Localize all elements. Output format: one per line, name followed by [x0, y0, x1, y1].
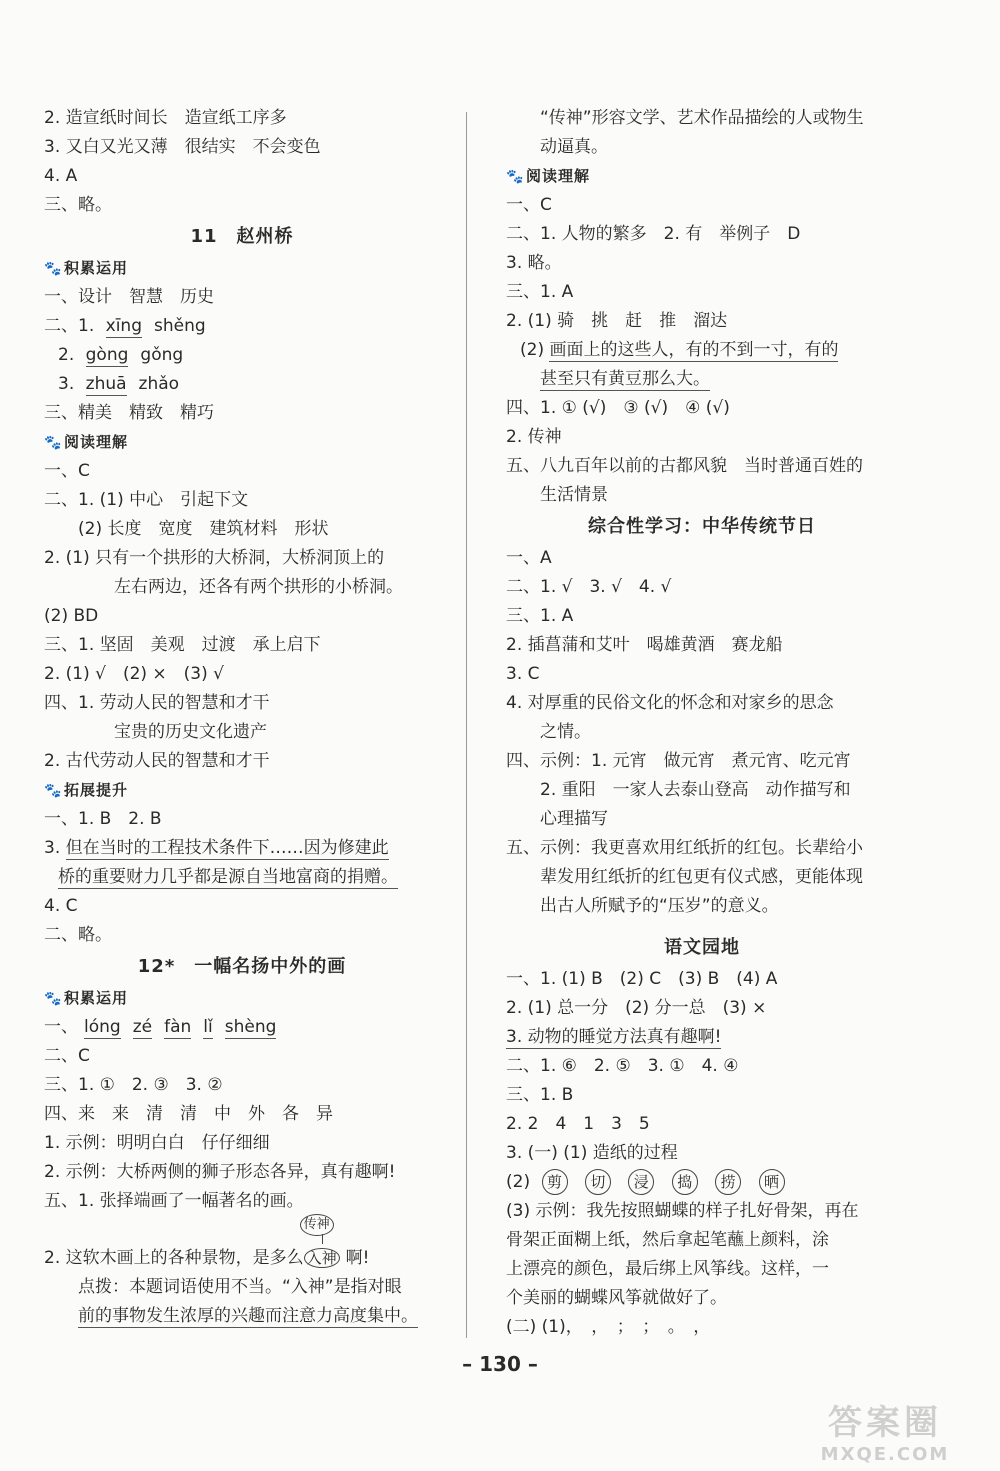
lesson-title: 综合性学习：中华传统节日 — [588, 516, 816, 537]
answer-line: 辈发用红纸折的红包更有仪式感，更能体现 — [540, 867, 863, 887]
answer-line: 二、略。 — [44, 925, 112, 945]
answer-line: 2. 造宣纸时间长 造宣纸工序多 — [44, 108, 287, 128]
paw-icon: 🐾 — [44, 435, 63, 451]
answer-line: 三、略。 — [44, 195, 112, 215]
answer-line: 个美丽的蝴蝶风筝就做好了。 — [506, 1288, 727, 1308]
answer-line: 之情。 — [540, 722, 591, 742]
answer-line: 五、八九百年以前的古都风貌 当时普通百姓的 — [506, 456, 863, 476]
answer-line: 动逼真。 — [540, 137, 608, 157]
answer-line: 4. A — [44, 166, 78, 186]
section-header: 🐾 拓展提升 — [44, 776, 440, 805]
answer-line: (2) 剪 切 浸 捣 捞 晒 — [506, 1168, 898, 1197]
paw-icon: 🐾 — [44, 991, 63, 1007]
answer-line: 2. 重阳 一家人去泰山登高 动作描写和 — [540, 780, 851, 800]
answer-line: 五、1. 张择端画了一幅著名的画。 — [44, 1191, 304, 1211]
answer-line: 一、设计 智慧 历史 — [44, 287, 214, 307]
circled-char: 捞 — [715, 1169, 741, 1195]
answer-line: 一、C — [44, 461, 90, 481]
answer-line: 3. (一) (1) 造纸的过程 — [506, 1143, 678, 1163]
answer-line: (2) BD — [44, 606, 99, 626]
answer-line: “传神”形容文学、艺术作品描绘的人或物生 — [540, 108, 864, 128]
answer-line: 1. 示例：明明白白 仔仔细细 — [44, 1133, 270, 1153]
answer-line: 2. (1) √ (2) × (3) √ — [44, 664, 224, 684]
answer-line: 一、A — [506, 548, 552, 568]
correction-mark: 传神 入神 — [304, 1244, 340, 1273]
answer-line: 出古人所赋予的“压岁”的意义。 — [540, 896, 779, 916]
answer-line: 三、1. A — [506, 282, 574, 302]
answer-line: 三、1. ① 2. ③ 3. ② — [44, 1075, 223, 1095]
answer-line: 二、C — [44, 1046, 90, 1066]
answer-line: 四、1. 劳动人民的智慧和才干 — [44, 693, 270, 713]
answer-line: 2. (1) 只有一个拱形的大桥洞，大桥洞顶上的 — [44, 548, 385, 568]
answer-line: 二、1. √ 3. √ 4. √ — [506, 577, 672, 597]
answer-line: (3) 示例：我先按照蝴蝶的样子扎好骨架，再在 — [506, 1201, 859, 1221]
answer-line: 2. 2 4 1 3 5 — [506, 1114, 650, 1134]
paw-icon: 🐾 — [506, 169, 525, 185]
answer-line: 2. (1) 总一分 (2) 分一总 (3) × — [506, 998, 767, 1018]
answer-line: 心理描写 — [540, 809, 608, 829]
answer-line: 宝贵的历史文化遗产 — [114, 722, 267, 742]
answer-line: 2. gòng gǒng — [58, 345, 184, 365]
section-header: 🐾 阅读理解 — [506, 162, 898, 191]
section-header: 🐾 积累运用 — [44, 984, 440, 1013]
answer-line: 一、C — [506, 195, 552, 215]
answer-line: 2. 传神 — [506, 427, 562, 447]
section-header: 🐾 阅读理解 — [44, 428, 440, 457]
answer-line: 上漂亮的颜色，最后绑上风筝线。这样，一 — [506, 1259, 829, 1279]
circled-char: 捣 — [672, 1169, 698, 1195]
answer-line: 3. 但在当时的工程技术条件下……因为修建此 — [44, 838, 389, 858]
column-divider — [466, 112, 467, 1338]
answer-line: 2. 示例：大桥两侧的狮子形态各异，真有趣啊! — [44, 1162, 396, 1182]
answer-line: 左右两边，还各有两个拱形的小桥洞。 — [114, 577, 403, 597]
paw-icon: 🐾 — [44, 783, 63, 799]
answer-line: 2. (1) 骑 挑 赶 推 溜达 — [506, 311, 728, 331]
answer-line: 一、1. (1) B (2) C (3) B (4) A — [506, 969, 778, 989]
answer-line: 三、精美 精致 精巧 — [44, 403, 214, 423]
answer-line: 二、1. (1) 中心 引起下文 — [44, 490, 249, 510]
circled-char: 浸 — [628, 1169, 654, 1195]
answer-line: 桥的重要财力几乎都是源自当地富商的捐赠。 — [58, 867, 398, 887]
answer-line: 五、示例：我更喜欢用红纸折的红包。长辈给小 — [506, 838, 863, 858]
answer-line: (二) (1)， ， ； ； 。 ， — [506, 1317, 711, 1337]
answer-line: 四、1. ① (√) ③ (√) ④ (√) — [506, 398, 730, 418]
answer-line: 2. 这软木画上的各种景物，是多么 传神 入神 啊! — [44, 1244, 440, 1273]
answer-line: 三、1. 坚固 美观 过渡 承上启下 — [44, 635, 321, 655]
answer-line: 点拨：本题词语使用不当。“入神”是指对眼 — [78, 1277, 402, 1297]
answer-line: 4. 对厚重的民俗文化的怀念和对家乡的思念 — [506, 693, 834, 713]
answer-line: 三、1. A — [506, 606, 574, 626]
lesson-title: 12* 一幅名扬中外的画 — [137, 956, 347, 977]
page-number: – 130 – — [462, 1352, 538, 1376]
circled-char: 剪 — [542, 1169, 568, 1195]
answer-line: 2. 古代劳动人民的智慧和才干 — [44, 751, 270, 771]
answer-line: 一、1. B 2. B — [44, 809, 162, 829]
answer-line: 四、来 来 清 清 中 外 各 异 — [44, 1104, 333, 1124]
circled-char: 晒 — [759, 1169, 785, 1195]
right-column — [506, 104, 898, 1342]
answer-line: 二、1. xīng shěng — [44, 316, 206, 336]
answer-line: 3. zhuā zhǎo — [58, 374, 180, 394]
answer-line: 二、1. ⑥ 2. ⑤ 3. ① 4. ④ — [506, 1056, 739, 1076]
section-header: 🐾 积累运用 — [44, 254, 440, 283]
answer-line: (2) 画面上的这些人，有的不到一寸，有的 — [520, 340, 839, 360]
answer-line: 3. 又白又光又薄 很结实 不会变色 — [44, 137, 321, 157]
answer-line: 前的事物发生浓厚的兴趣而注意力高度集中。 — [78, 1306, 418, 1326]
answer-line: (2) 长度 宽度 建筑材料 形状 — [78, 519, 329, 539]
answer-line: 一、 lóng zé fàn lǐ shèng — [44, 1017, 277, 1037]
paw-icon: 🐾 — [44, 261, 63, 277]
watermark: 答案圈 MXQE.COM — [820, 1403, 950, 1465]
answer-line: 3. 略。 — [506, 253, 562, 273]
lesson-title: 11 赵州桥 — [190, 226, 294, 247]
lesson-title: 语文园地 — [664, 937, 740, 958]
left-column — [44, 104, 440, 1331]
answer-line: 二、1. 人物的繁多 2. 有 举例子 D — [506, 224, 801, 244]
answer-line: 四、示例：1. 元宵 做元宵 煮元宵、吃元宵 — [506, 751, 851, 771]
answer-line: 3. C — [506, 664, 540, 684]
answer-line: 骨架正面糊上纸，然后拿起笔蘸上颜料，涂 — [506, 1230, 829, 1250]
answer-line: 三、1. B — [506, 1085, 574, 1105]
answer-line: 生活情景 — [540, 485, 608, 505]
answer-line: 3. 动物的睡觉方法真有趣啊! — [506, 1027, 722, 1047]
answer-line: 4. C — [44, 896, 78, 916]
answer-line: 甚至只有黄豆那么大。 — [540, 369, 710, 389]
answer-line: 2. 插菖蒲和艾叶 喝雄黄酒 赛龙船 — [506, 635, 783, 655]
circled-char: 切 — [585, 1169, 611, 1195]
